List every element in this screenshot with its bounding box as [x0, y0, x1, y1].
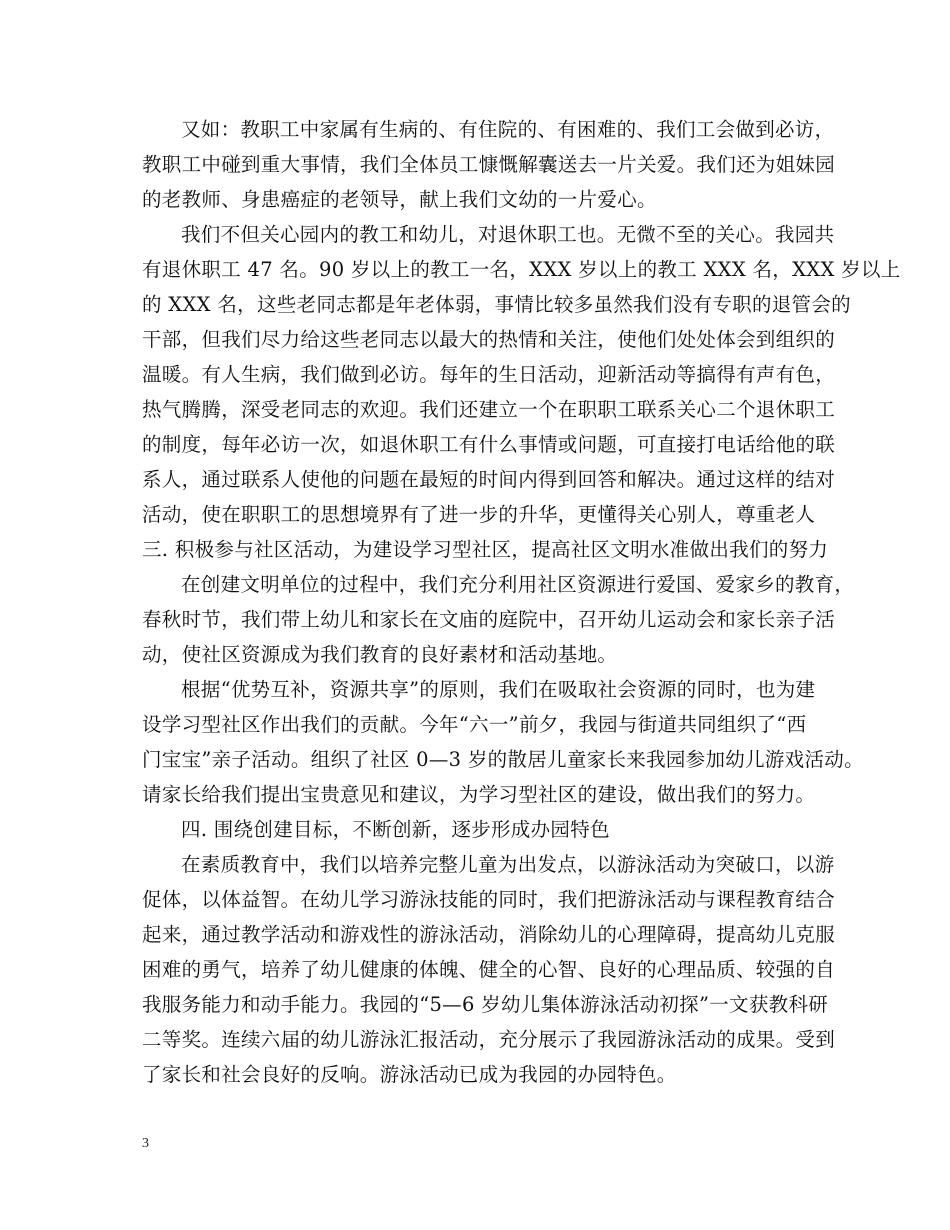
text-line: 了家长和社会良好的反响。游泳活动已成为我园的办园特色。: [142, 1063, 677, 1086]
text-line: 动，使社区资源成为我们教育的良好素材和活动基地。: [142, 643, 618, 666]
text-line: 的制度，每年必访一次，如退休职工有什么事情或问题，可直接打电话给他的联: [142, 433, 836, 456]
text-line: 促体，以体益智。在幼儿学习游泳技能的同时，我们把游泳活动与课程教育结合: [142, 888, 836, 911]
text-line: 的老教师、身患癌症的老领导，献上我们文幼的一片爱心。: [142, 188, 657, 211]
text-line: 门宝宝”亲子活动。组织了社区 0—3 岁的散居儿童家长来我园参加幼儿游戏活动。: [142, 748, 864, 771]
text-line: 在素质教育中，我们以培养完整儿童为出发点，以游泳活动为突破口，以游: [181, 853, 835, 876]
text-line: 二等奖。连续六届的幼儿游泳汇报活动，充分展示了我园游泳活动的成果。受到: [142, 1028, 836, 1051]
text-line: 起来，通过教学活动和游戏性的游泳活动，消除幼儿的心理障碍，提高幼儿克服: [142, 923, 836, 946]
text-line: 我们不但关心园内的教工和幼儿，对退休职工也。无微不至的关心。我园共: [181, 223, 835, 246]
text-line: 热气腾腾，深受老同志的欢迎。我们还建立一个在职职工联系关心二个退休职工: [142, 398, 836, 421]
text-line: 设学习型社区作出我们的贡献。今年“六一”前夕，我园与街道共同组织了“西: [142, 713, 807, 736]
document-body: [142, 112, 901, 1092]
text-line: 有退休职工 47 名。90 岁以上的教工一名，XXX 岁以上的教工 XXX 名，XXX 岁以上: [142, 258, 901, 281]
text-line: 系人，通过联系人使他的问题在最短的时间内得到回答和解决。通过这样的结对: [142, 468, 836, 491]
text-line: 春秋时节，我们带上幼儿和家长在文庙的庭院中，召开幼儿运动会和家长亲子活: [142, 608, 836, 631]
text-line: 教职工中碰到重大事情，我们全体员工慷慨解囊送去一片关爱。我们还为姐妹园: [142, 153, 836, 176]
text-line: 干部，但我们尽力给这些老同志以最大的热情和关注，使他们处处体会到组织的: [142, 328, 836, 351]
text-line: 根据“优势互补，资源共享”的原则，我们在吸取社会资源的同时，也为建: [181, 678, 816, 701]
text-line: 的 XXX 名，这些老同志都是年老体弱，事情比较多虽然我们没有专职的退管会的: [142, 293, 851, 316]
text-line: 温暖。有人生病，我们做到必访。每年的生日活动，迎新活动等搞得有声有色，: [142, 363, 836, 386]
section-heading: 三. 积极参与社区活动，为建设学习型社区，提高社区文明水准做出我们的努力: [142, 538, 829, 561]
text-line: 请家长给我们提出宝贵意见和建议，为学习型社区的建设，做出我们的努力。: [142, 783, 816, 806]
text-line: 在创建文明单位的过程中，我们充分利用社区资源进行爱国、爱家乡的教育，: [181, 573, 855, 596]
section-heading: 四. 围绕创建目标，不断创新，逐步形成办园特色: [181, 818, 610, 841]
text-line: 活动，使在职职工的思想境界有了进一步的升华，更懂得关心别人，尊重老人: [142, 503, 816, 526]
text-line: 又如：教职工中家属有生病的、有住院的、有困难的、我们工会做到必访，: [181, 118, 835, 141]
text-line: 我服务能力和动手能力。我园的“5—6 岁幼儿集体游泳活动初探”一文获教科研: [142, 993, 829, 1016]
page-number: 3: [142, 1136, 149, 1151]
text-line: 困难的勇气，培养了幼儿健康的体魄、健全的心智、良好的心理品质、较强的自: [142, 958, 836, 981]
